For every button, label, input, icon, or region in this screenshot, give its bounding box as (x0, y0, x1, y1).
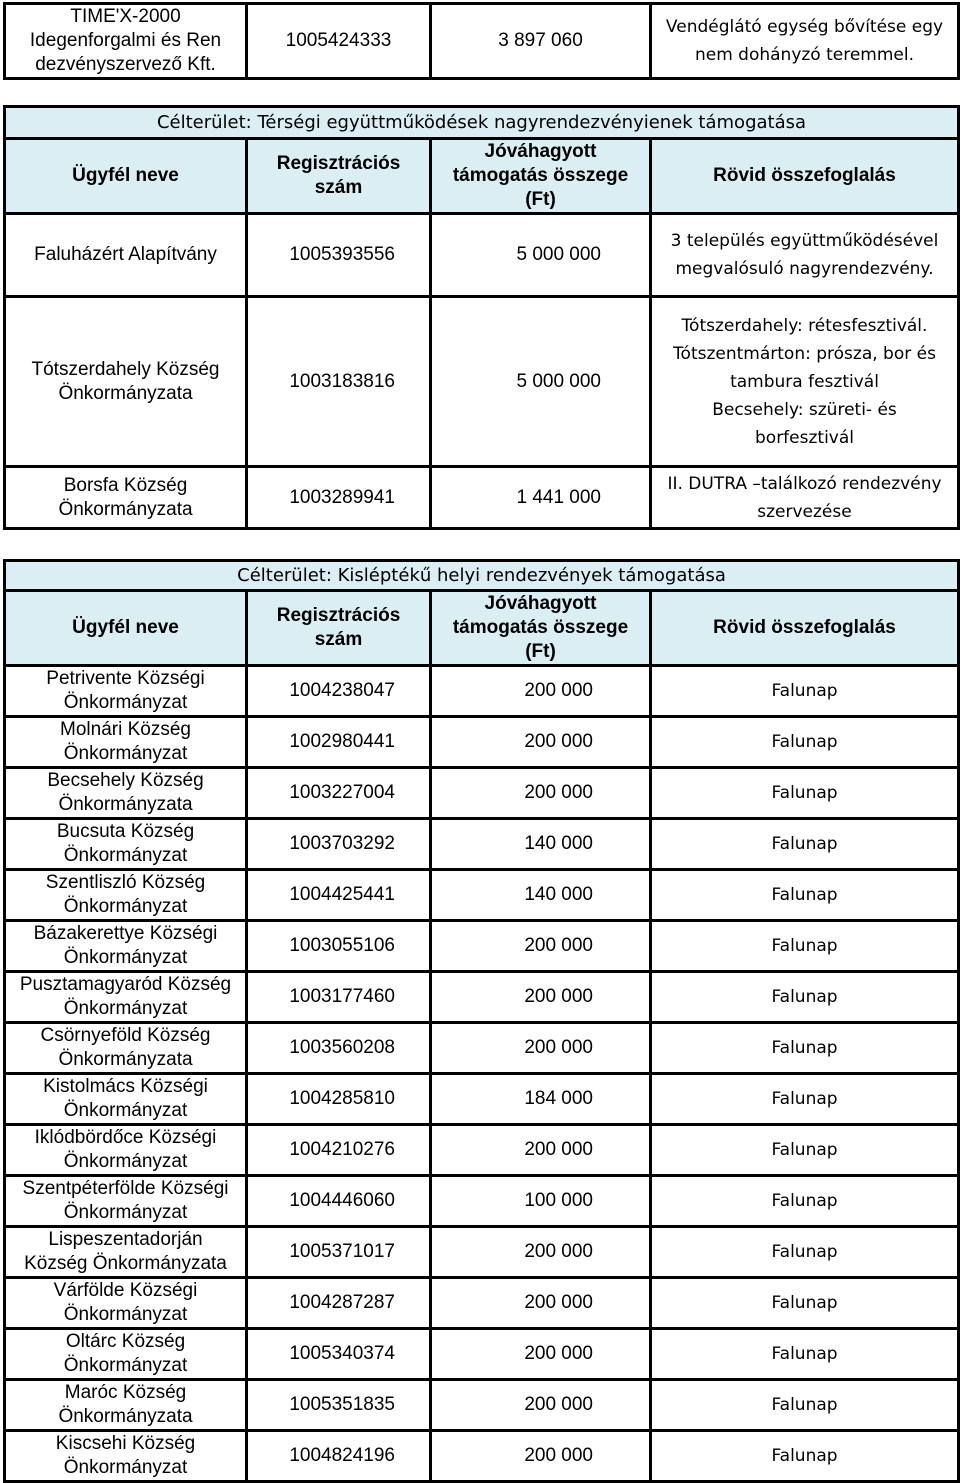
approved-amount: 200 000 (431, 921, 651, 972)
table-row (5, 921, 959, 972)
table-row (5, 717, 959, 768)
header-client: Ügyfél neve (5, 591, 247, 666)
registration-number: 1004425441 (247, 870, 431, 921)
registration-number: 1003183816 (247, 297, 431, 467)
summary: Falunap (651, 1431, 959, 1482)
approved-amount: 200 000 (431, 1431, 651, 1482)
summary: Falunap (651, 972, 959, 1023)
header-summary: Rövid összefoglalás (651, 591, 959, 666)
summary: Vendéglátó egység bővítése egy nem dohányzó teremmel. (651, 4, 959, 79)
table-row (5, 297, 959, 467)
summary: Falunap (651, 768, 959, 819)
approved-amount: 200 000 (431, 972, 651, 1023)
summary: Falunap (651, 1023, 959, 1074)
registration-number: 1003227004 (247, 768, 431, 819)
summary: Falunap (651, 921, 959, 972)
client-name: Bucsuta Község Önkormányzat (5, 819, 247, 870)
registration-number: 1004210276 (247, 1125, 431, 1176)
table-row (5, 4, 959, 79)
table-row (5, 1380, 959, 1431)
client-name: Borsfa Község Önkormányzata (5, 467, 247, 529)
table-row (5, 1329, 959, 1380)
registration-number: 1003703292 (247, 819, 431, 870)
approved-amount: 5 000 000 (431, 214, 651, 297)
client-name: Csörnyeföld Község Önkormányzata (5, 1023, 247, 1074)
table-row (5, 1074, 959, 1125)
registration-number: 1005340374 (247, 1329, 431, 1380)
client-name: Oltárc Község Önkormányzat (5, 1329, 247, 1380)
section-title: Célterület: Kisléptékű helyi rendezvények támogatása (5, 561, 959, 591)
approved-amount: 200 000 (431, 1329, 651, 1380)
header-row (5, 591, 959, 666)
client-name: Szentliszló Község Önkormányzat (5, 870, 247, 921)
summary: Falunap (651, 1074, 959, 1125)
table-row (5, 1431, 959, 1482)
registration-number: 1004238047 (247, 666, 431, 717)
client-name: Bázakerettye Községi Önkormányzat (5, 921, 247, 972)
client-name: Várfölde Községi Önkormányzat (5, 1278, 247, 1329)
approved-amount: 184 000 (431, 1074, 651, 1125)
summary: Falunap (651, 666, 959, 717)
table-row (5, 1176, 959, 1227)
table-row (5, 819, 959, 870)
summary: Falunap (651, 1380, 959, 1431)
client-name: Molnári Község Önkormányzat (5, 717, 247, 768)
client-name: Iklódbördőce Községi Önkormányzat (5, 1125, 247, 1176)
regional-events-table (3, 105, 960, 530)
summary: Falunap (651, 717, 959, 768)
client-name: Szentpéterfölde Községi Önkormányzat (5, 1176, 247, 1227)
client-name: Lispeszentadorján Község Önkormányzata (5, 1227, 247, 1278)
registration-number: 1004285810 (247, 1074, 431, 1125)
header-row (5, 139, 959, 214)
previous-table-fragment (3, 2, 960, 80)
table-row (5, 1278, 959, 1329)
client-name: Tótszerdahely Község Önkormányzata (5, 297, 247, 467)
summary: Falunap (651, 1176, 959, 1227)
header-reg: Regisztrációs szám (247, 139, 431, 214)
approved-amount: 5 000 000 (431, 297, 651, 467)
local-events-table (3, 559, 960, 1483)
approved-amount: 200 000 (431, 1227, 651, 1278)
registration-number: 1003560208 (247, 1023, 431, 1074)
table-row (5, 666, 959, 717)
approved-amount: 140 000 (431, 870, 651, 921)
table-row (5, 214, 959, 297)
summary: II. DUTRA –találkozó rendezvény szervezése (651, 467, 959, 529)
approved-amount: 200 000 (431, 768, 651, 819)
registration-number: 1004824196 (247, 1431, 431, 1482)
registration-number: 1004446060 (247, 1176, 431, 1227)
summary: Falunap (651, 1227, 959, 1278)
client-name: Kiscsehi Község Önkormányzat (5, 1431, 247, 1482)
registration-number: 1003177460 (247, 972, 431, 1023)
summary: 3 település együttműködésével megvalósuló nagyrendezvény. (651, 214, 959, 297)
registration-number: 1003289941 (247, 467, 431, 529)
approved-amount: 100 000 (431, 1176, 651, 1227)
table-row (5, 1023, 959, 1074)
header-amount: Jóváhagyott támogatás összege (Ft) (431, 591, 651, 666)
table-row (5, 1227, 959, 1278)
client-name: Petrivente Községi Önkormányzat (5, 666, 247, 717)
client-name: Maróc Község Önkormányzata (5, 1380, 247, 1431)
summary: Falunap (651, 1329, 959, 1380)
approved-amount: 3 897 060 (431, 4, 651, 79)
table-row (5, 972, 959, 1023)
client-name: TIME'X-2000 Idegenforgalmi és Ren dezvényszervező Kft. (5, 4, 247, 79)
table-row (5, 870, 959, 921)
summary: Falunap (651, 819, 959, 870)
table-row (5, 768, 959, 819)
registration-number: 1005393556 (247, 214, 431, 297)
header-summary: Rövid összefoglalás (651, 139, 959, 214)
client-name: Kistolmács Községi Önkormányzat (5, 1074, 247, 1125)
approved-amount: 200 000 (431, 717, 651, 768)
registration-number: 1005371017 (247, 1227, 431, 1278)
registration-number: 1005351835 (247, 1380, 431, 1431)
approved-amount: 200 000 (431, 1380, 651, 1431)
header-client: Ügyfél neve (5, 139, 247, 214)
approved-amount: 200 000 (431, 1278, 651, 1329)
registration-number: 1005424333 (247, 4, 431, 79)
approved-amount: 200 000 (431, 666, 651, 717)
client-name: Faluházért Alapítvány (5, 214, 247, 297)
approved-amount: 200 000 (431, 1125, 651, 1176)
section-title: Célterület: Térségi együttműködések nagyrendezvényienek támogatása (5, 107, 959, 139)
header-amount: Jóváhagyott támogatás összege (Ft) (431, 139, 651, 214)
summary: Falunap (651, 1278, 959, 1329)
registration-number: 1004287287 (247, 1278, 431, 1329)
client-name: Becsehely Község Önkormányzata (5, 768, 247, 819)
client-name: Pusztamagyaród Község Önkormányzat (5, 972, 247, 1023)
header-reg: Regisztrációs szám (247, 591, 431, 666)
registration-number: 1003055106 (247, 921, 431, 972)
summary: Falunap (651, 1125, 959, 1176)
table-row (5, 467, 959, 529)
approved-amount: 140 000 (431, 819, 651, 870)
registration-number: 1002980441 (247, 717, 431, 768)
summary: Falunap (651, 870, 959, 921)
summary: Tótszerdahely: rétesfesztivál. Tótszentmárton: prósza, bor és tambura fesztivál Becsehely: szüreti- és borfesztivál (651, 297, 959, 467)
table-row (5, 1125, 959, 1176)
approved-amount: 200 000 (431, 1023, 651, 1074)
approved-amount: 1 441 000 (431, 467, 651, 529)
